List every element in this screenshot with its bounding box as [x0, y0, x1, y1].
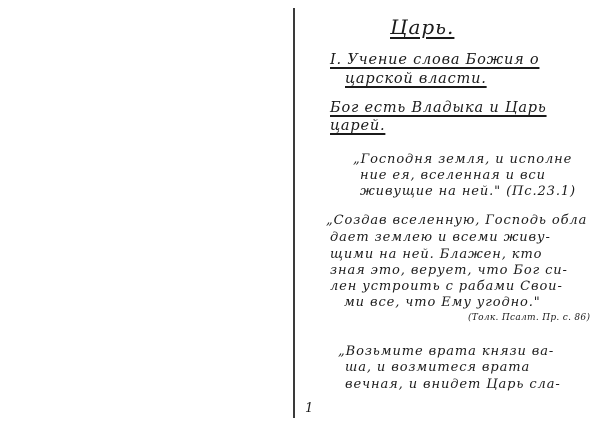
- quote-1-line-1: „Господня земля, и исполне: [353, 152, 573, 167]
- quote-1-line-3: живущие на ней." (Пс.23.1): [360, 184, 577, 199]
- quote-2-source: (Толк. Псалт. Пр. с. 86): [468, 313, 591, 323]
- subheading-line-1: Бог есть Владыка и Царь: [330, 100, 547, 116]
- quote-3-line-2: ша, и возмитеся врата: [345, 360, 531, 375]
- quote-3-line-1: „Возьмите врата князи ва-: [338, 344, 555, 359]
- subheading-line-2: царей.: [330, 118, 386, 134]
- quote-2-line-4: зная это, верует, что Бог си-: [330, 263, 568, 278]
- section-heading-line-1: I. Учение слова Божия о: [330, 52, 540, 68]
- quote-1-line-2: ние ея, вселенная и вси: [360, 168, 546, 183]
- quote-2-line-6: ми все, что Ему угодно.": [344, 295, 541, 310]
- quote-2-line-5: лен устроить с рабами Свои-: [330, 279, 563, 294]
- section-heading-line-2: царской власти.: [345, 71, 487, 87]
- margin-line: [293, 8, 295, 418]
- page-title: Царь.: [390, 15, 455, 39]
- quote-2-line-3: щими на ней. Блажен, кто: [330, 247, 543, 262]
- quote-2-line-1: „Создав вселенную, Господь обла: [326, 213, 588, 228]
- page-number: 1: [305, 401, 314, 416]
- quote-3-line-3: вечная, и внидет Царь сла-: [345, 377, 561, 392]
- quote-2-line-2: дает землею и всеми живу-: [330, 230, 551, 245]
